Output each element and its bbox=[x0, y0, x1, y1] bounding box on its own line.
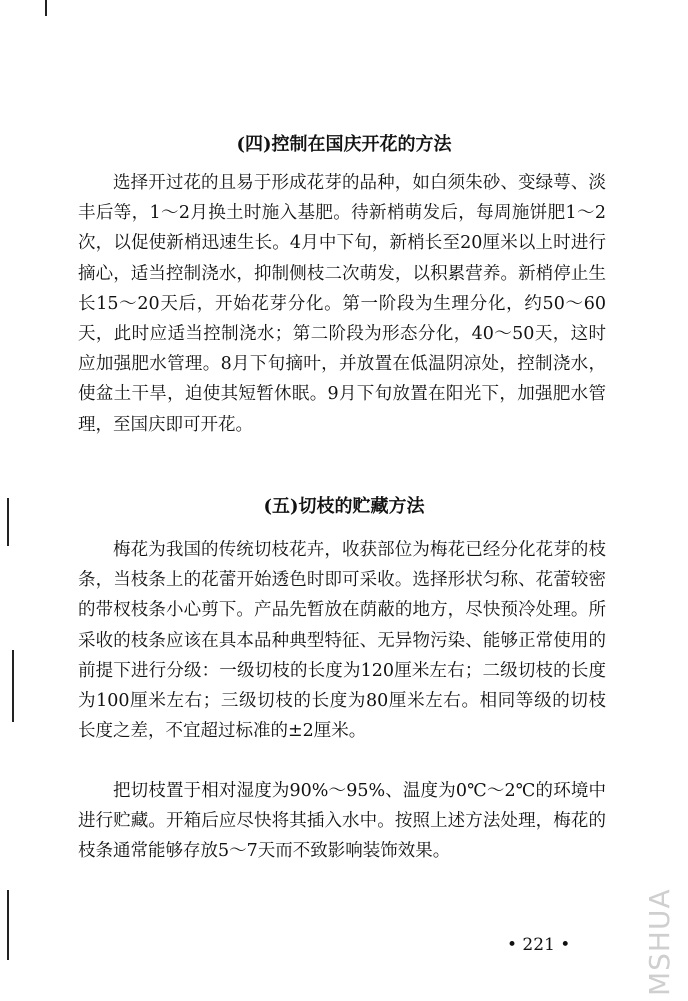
page-number: • 221 • bbox=[507, 935, 571, 955]
section5-paragraph-1-text: 梅花为我国的传统切枝花卉，收获部位为梅花已经分化花芽的枝条，当枝条上的花蕾开始透色时即可采收。选择形状匀称、花蕾较密的带杈枝条小心剪下。产品先暂放在荫蔽的地方，尽快预冷处理。所采收的枝条应该在具本品种典型特征、无异物污染、能够正常使用的前提下进行分级：一级切枝的长度为120厘米左右；二级切枝的长度为100厘米左右；三级切枝的长度为80厘米左右。相同等级的切枝长度之差，不宜超过标准的±2厘米。 bbox=[78, 540, 606, 742]
section4-heading: (四)控制在国庆开花的方法 bbox=[236, 134, 452, 155]
watermark: MSHUA bbox=[643, 888, 676, 996]
scan-line-left-low bbox=[12, 650, 14, 722]
scan-line-top bbox=[45, 0, 47, 16]
section5-paragraph-2 bbox=[78, 776, 606, 867]
section4-paragraph bbox=[78, 168, 606, 440]
section5-paragraph-1 bbox=[78, 535, 606, 746]
section5-heading: (五)切枝的贮藏方法 bbox=[263, 496, 425, 517]
section5-paragraph-2-text: 把切枝置于相对湿度为90%～95%、温度为0℃～2℃的环境中进行贮藏。开箱后应尽快将其插入水中。按照上述方法处理，梅花的枝条通常能够存放5～7天而不致影响装饰效果。 bbox=[78, 781, 606, 862]
section4-paragraph-text: 选择开过花的且易于形成花芽的品种，如白须朱砂、变绿萼、淡丰后等，1～2月换土时施入基肥。待新梢萌发后，每周施饼肥1～2次，以促使新梢迅速生长。4月中下旬，新梢长至20厘米以上时进行摘心，适当控制浇水，抑制侧枝二次萌发，以积累营养。新梢停止生长15～20天后，开始花芽分化。第一阶段为生理分化，约50～60天，此时应适当控制浇水；第二阶段为形态分化，40～50天，这时应加强肥水管理。8月下旬摘叶，并放置在低温阴凉处，控制浇水，使盆土干旱，迫使其短暂休眠。9月下旬放置在阳光下，加强肥水管理，至国庆即可开花。 bbox=[78, 173, 606, 435]
scan-line-left-bottom bbox=[7, 890, 9, 960]
